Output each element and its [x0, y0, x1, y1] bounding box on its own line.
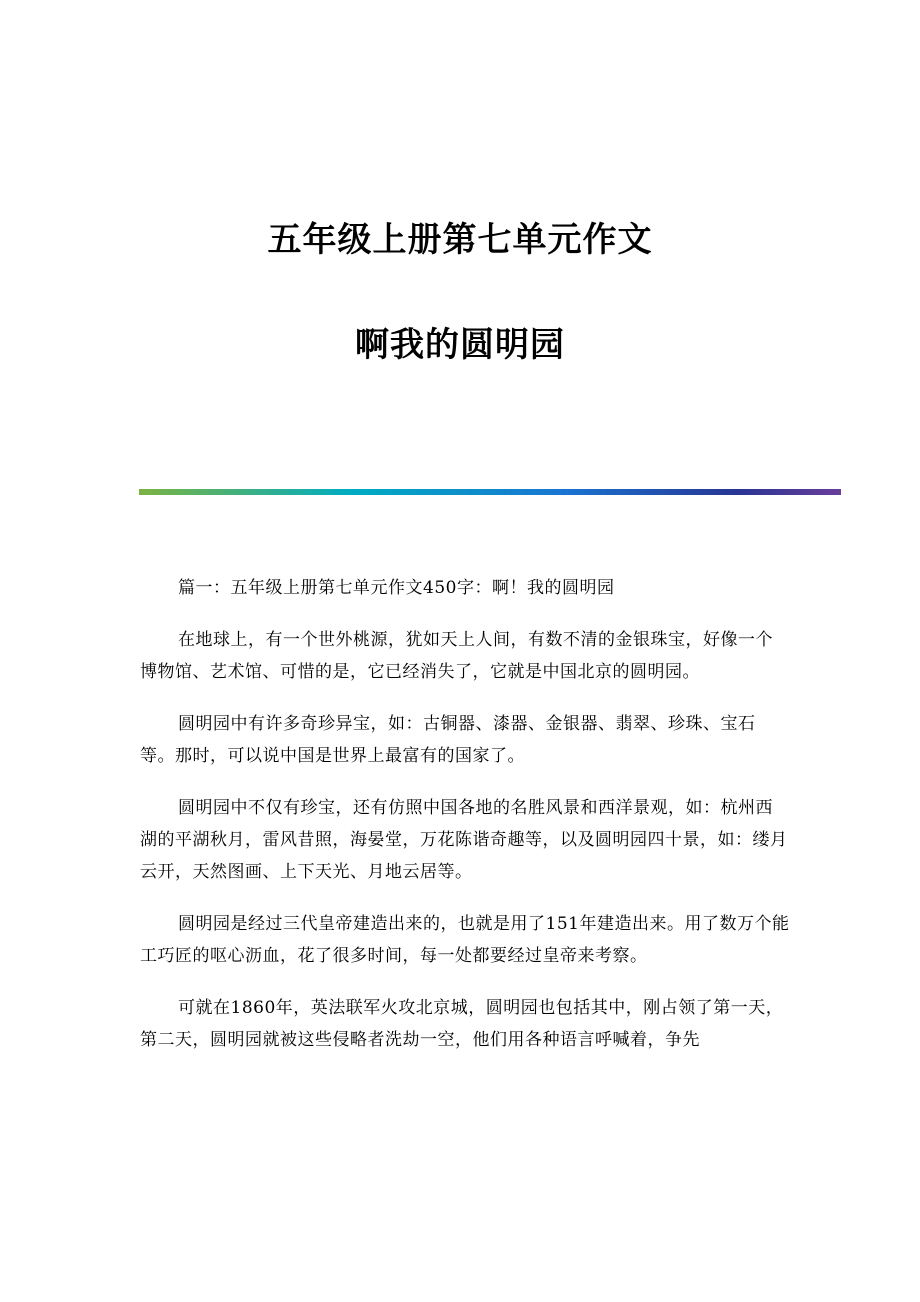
paragraph: 圆明园是经过三代皇帝建造出来的，也就是用了151年建造出来。用了数万个能工巧匠的呕心沥血，花了很多时间，每一处都要经过皇帝来考察。 [140, 914, 790, 966]
paragraph: 圆明园中不仅有珍宝，还有仿照中国各地的名胜风景和西洋景观，如：杭州西湖的平湖秋月，雷风昔照，海晏堂，万花陈谐奇趣等，以及圆明园四十景，如：缕月云开，天然图画、上下天光、月地云居等。 [140, 798, 788, 882]
paragraph-heading: 篇一：五年级上册第七单元作文450字：啊！我的圆明园 [178, 578, 615, 598]
paragraph: 在地球上，有一个世外桃源，犹如天上人间，有数不清的金银珠宝，好像一个博物馆、艺术馆、可惜的是，它已经消失了，它就是中国北京的圆明园。 [140, 630, 773, 682]
document-subtitle: 啊我的圆明园 [355, 325, 565, 365]
paragraph: 圆明园中有许多奇珍异宝，如：古铜器、漆器、金银器、翡翠、珍珠、宝石等。那时，可以说中国是世界上最富有的国家了。 [140, 714, 756, 766]
paragraph: 可就在1860年，英法联军火攻北京城，圆明园也包括其中，刚占领了第一天，第二天，圆明园就被这些侵略者洗劫一空，他们用各种语言呼喊着，争先 [140, 998, 784, 1050]
gradient-divider [139, 489, 841, 495]
document-body [140, 572, 790, 1076]
document-title: 五年级上册第七单元作文 [267, 220, 653, 260]
